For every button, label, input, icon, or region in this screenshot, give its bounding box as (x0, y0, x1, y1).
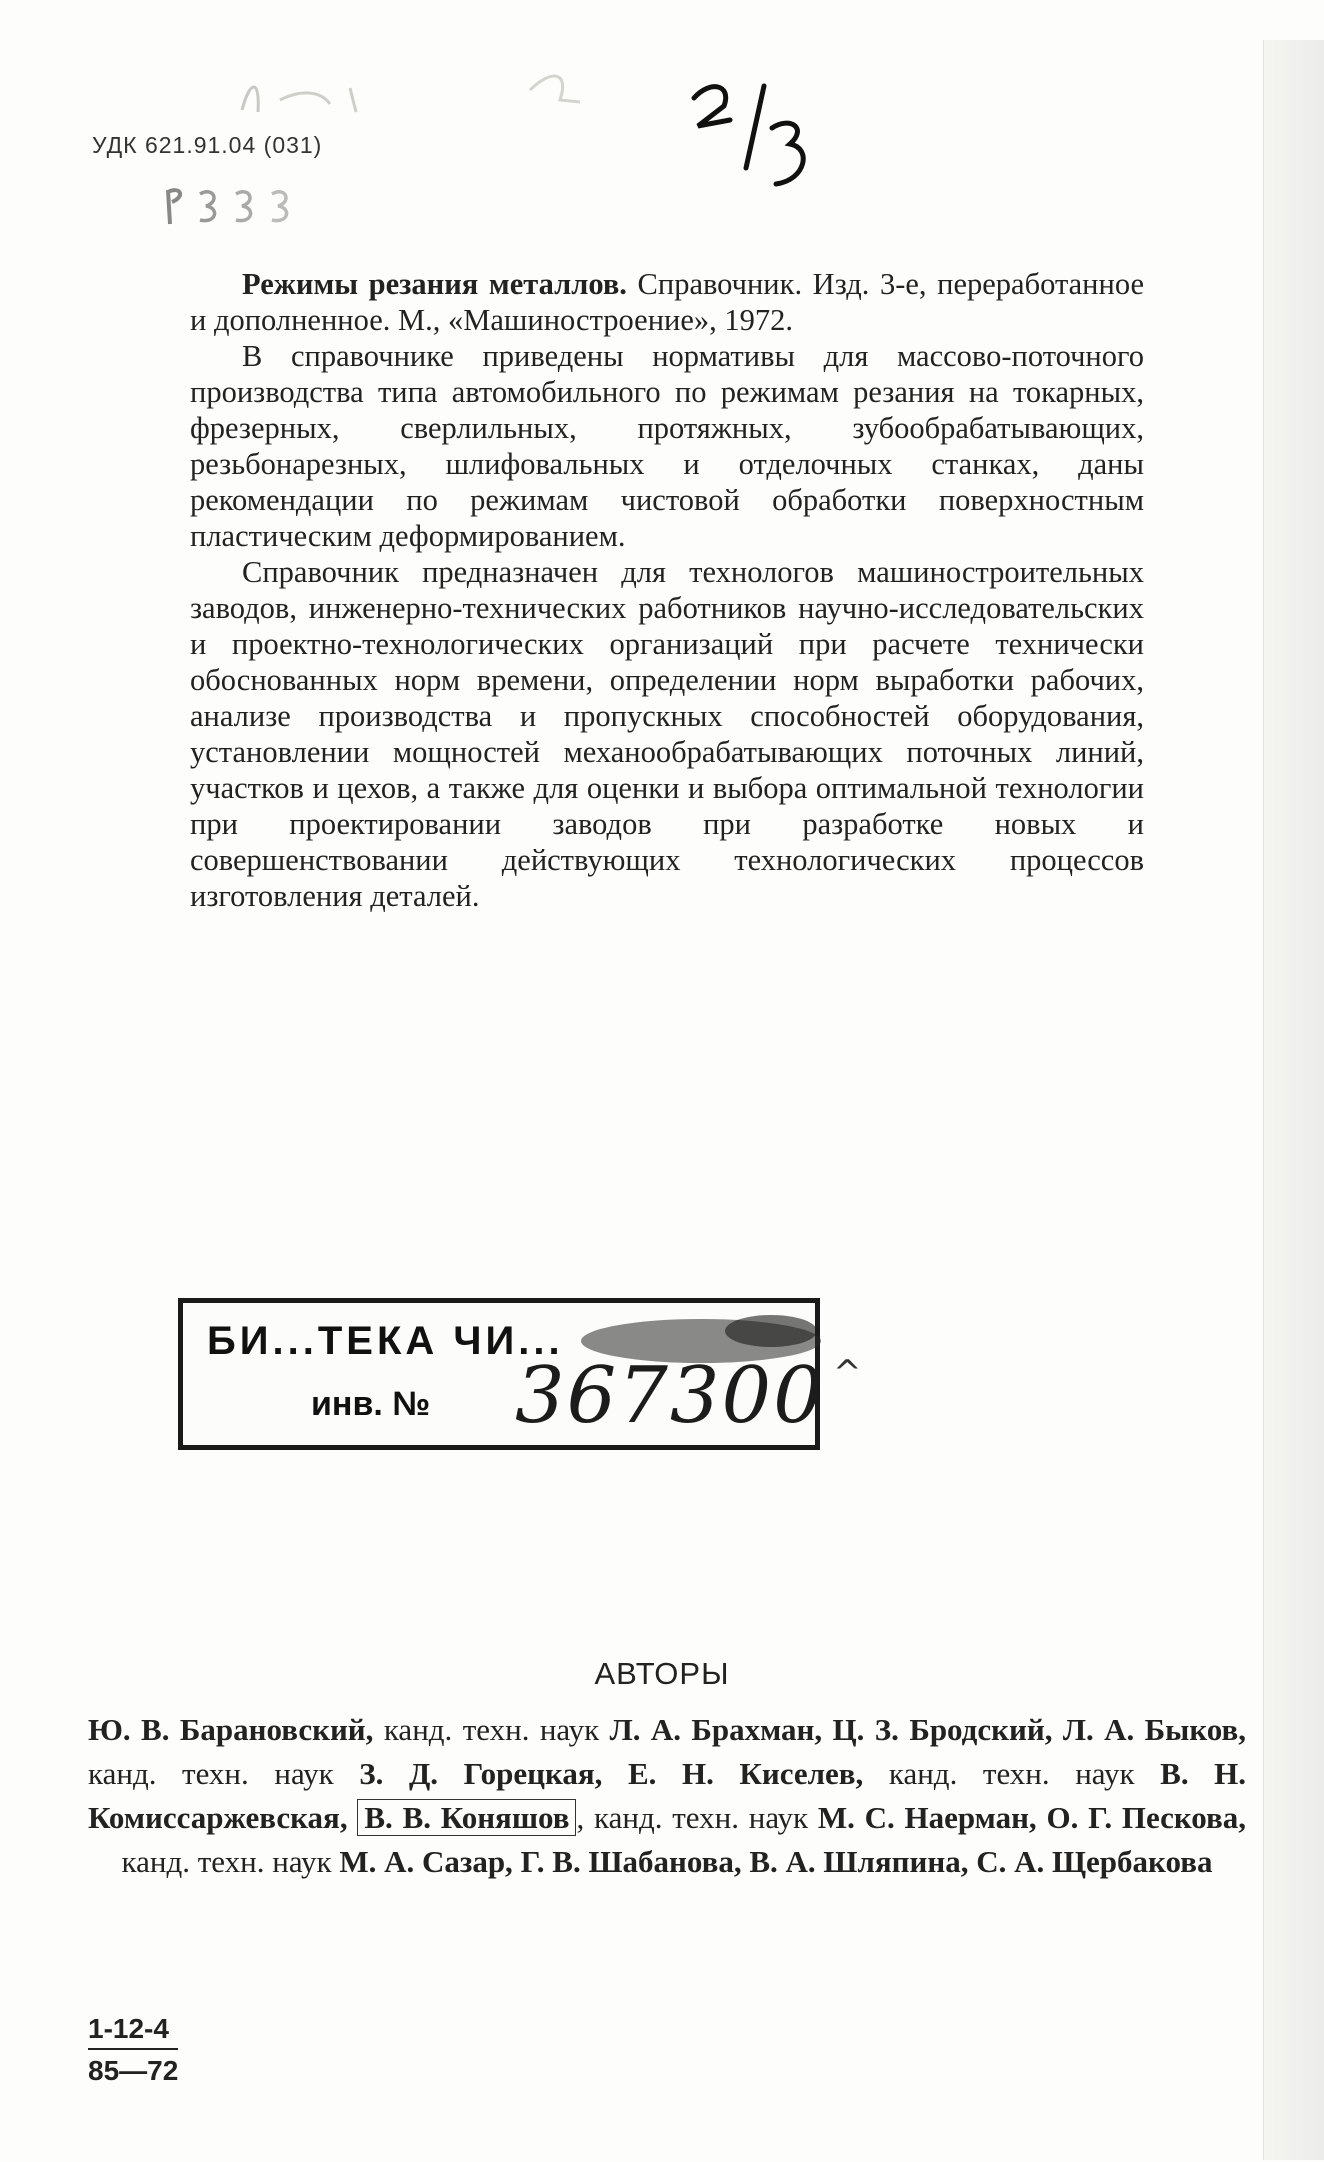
author-name: О. Г. Пескова, (1046, 1800, 1247, 1835)
author-name: В. Н. Комиссаржевская, (88, 1756, 1247, 1835)
page-edge-shadow (1263, 40, 1324, 2160)
author-degree (1037, 1800, 1047, 1835)
author-name: Л. А. Брахман, (609, 1712, 823, 1747)
pencil-shelfmark (160, 180, 340, 230)
author-degree: , канд. техн. наук (576, 1800, 818, 1835)
pencil-tick-mark: ^ (833, 1353, 862, 1393)
edition-info: Справочник. Изд. 3-е, переработанное и дополненное. М., «Машиностроение», 1972. (190, 267, 1144, 337)
author-name: М. А. Сазар, (339, 1844, 513, 1879)
author-name: Ю. В. Барановский, (88, 1712, 374, 1747)
author-name: Ц. З. Бродский, (832, 1712, 1053, 1747)
author-degree: канд. техн. наук (863, 1756, 1161, 1791)
author-name: Л. А. Быков, (1062, 1712, 1247, 1747)
author-degree (348, 1800, 358, 1835)
publisher-index (88, 2010, 178, 2090)
author-name: Е. Н. Киселев, (627, 1756, 864, 1791)
author-degree (602, 1756, 628, 1791)
stamp-inventory-label: инв. № (311, 1385, 431, 1423)
index-number: 85—72 (88, 2048, 178, 2090)
abstract-paragraph-audience: Справочник предназначен для технологов машиностроительных заводов, инженерно-технических работников научно-исследовательских и проектно-технологических организаций при расчете технически обоснованных норм времени, определении норм выработки рабочих, анализе производства и пропускных способностей оборудования, установлении мощностей механообрабатывающих поточных линий, участков и цехов, а также для оценки и выбора оптимальной технологии при проектировании заводов при разработке новых и совершенствовании действующих технологических процессов изготовления деталей. (190, 555, 1144, 913)
index-code: 1-12-4 (88, 2013, 169, 2044)
handwritten-shelf-mark (680, 70, 830, 200)
udk-code: УДК 621.91.04 (031) (92, 132, 323, 158)
library-stamp (178, 1298, 825, 1450)
author-degree: канд. техн. наук (373, 1712, 610, 1747)
author-name: В. В. Коняшов (357, 1799, 576, 1836)
authors-list (88, 1708, 1246, 1884)
author-name: М. С. Наерман, (817, 1800, 1037, 1835)
author-name: З. Д. Горецкая, (359, 1756, 603, 1791)
authors-heading: АВТОРЫ (594, 1656, 730, 1691)
bibliographic-entry (190, 266, 1144, 338)
book-title: Режимы резания металлов. (242, 267, 627, 301)
stamp-library-name: БИ...ТЕКА ЧИ... (207, 1319, 564, 1363)
author-degree (1052, 1712, 1062, 1747)
inventory-number: 367300 (515, 1351, 825, 1441)
author-degree (822, 1712, 832, 1747)
book-abstract (190, 266, 1144, 914)
faint-pencil-marks (230, 60, 630, 130)
author-degree: канд. техн. наук (121, 1844, 340, 1879)
author-degree (513, 1844, 521, 1879)
author-name: Г. В. Шабанова, (520, 1844, 742, 1879)
author-name: В. А. Шляпина, (749, 1844, 969, 1879)
abstract-paragraph-content: В справочнике приведены нормативы для массово-поточного производства типа автомобильного по режимам резания на токарных, фрезерных, сверлильных, протяжных, зубообрабатывающих, резьбонарезных, шлифовальных и отделочных станках, даны рекомендации по режимам чистовой обработки поверхностным пластическим деформированием. (190, 339, 1144, 553)
author-degree: канд. техн. наук (88, 1756, 360, 1791)
author-name: С. А. Щербакова (976, 1844, 1213, 1879)
